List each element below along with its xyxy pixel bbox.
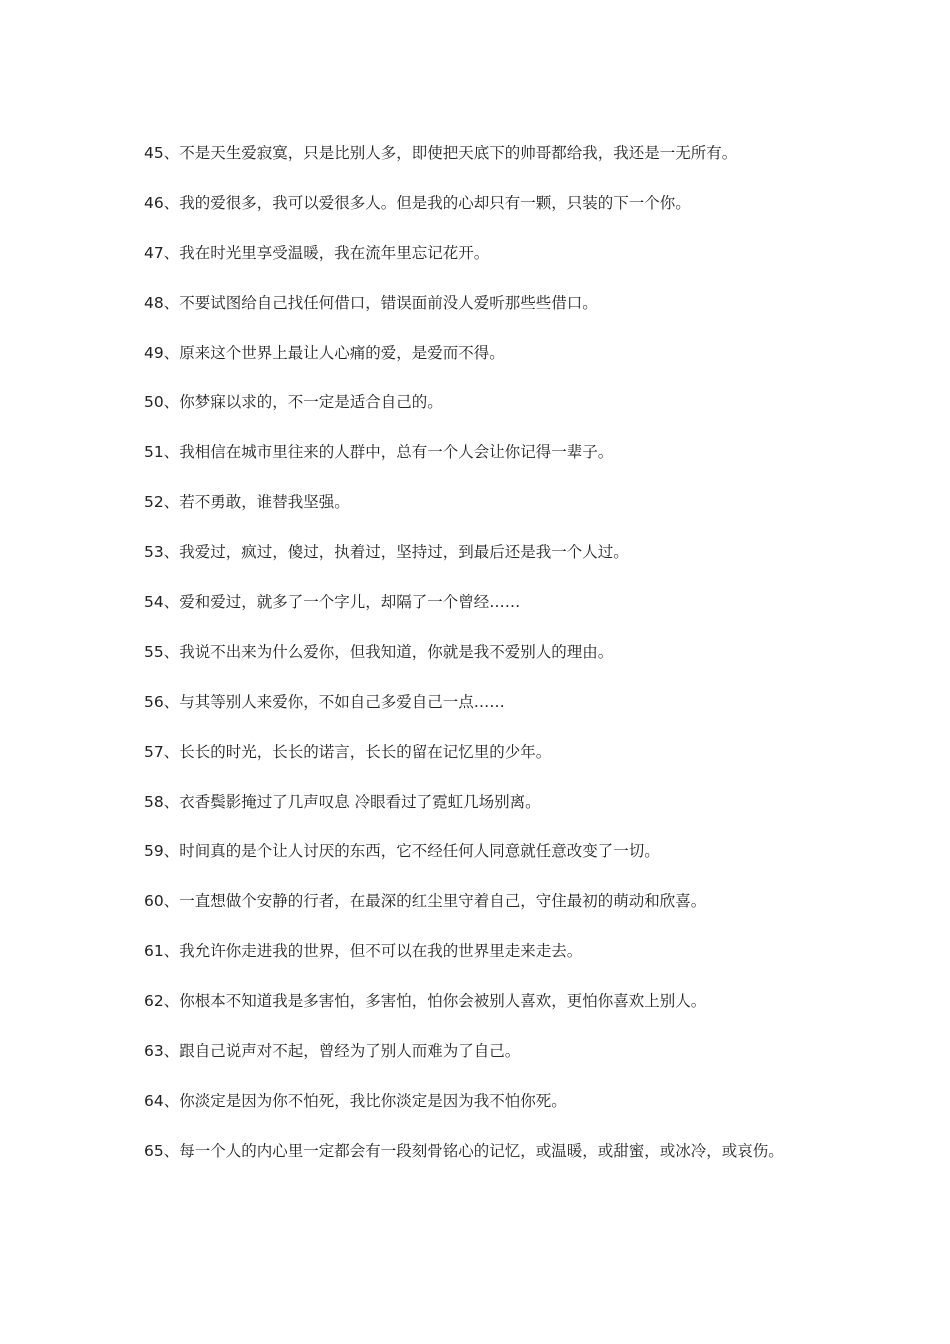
quote-item: 52、若不勇敢，谁替我坚强。 [144,493,350,512]
quote-item: 56、与其等别人来爱你，不如自己多爱自己一点…… [144,692,505,711]
quote-item: 64、你淡定是因为你不怕死，我比你淡定是因为我不怕你死。 [144,1091,567,1110]
quote-item: 49、原来这个世界上最让人心痛的爱，是爱而不得。 [144,343,505,362]
quote-item: 65、每一个人的内心里一定都会有一段刻骨铭心的记忆，或温暖，或甜蜜，或冰冷，或哀伤。 [144,1141,784,1160]
quote-item: 63、跟自己说声对不起，曾经为了别人而难为了自己。 [144,1042,521,1061]
quote-item: 59、时间真的是个让人讨厌的东西，它不经任何人同意就任意改变了一切。 [144,842,660,861]
quote-item: 53、我爱过，疯过，傻过，执着过，坚持过，到最后还是我一个人过。 [144,543,629,562]
quote-item: 48、不要试图给自己找任何借口，错误面前没人爱听那些些借口。 [144,293,598,312]
quote-item: 54、爱和爱过，就多了一个字儿，却隔了一个曾经…… [144,593,521,612]
quote-item: 50、你梦寐以求的，不一定是适合自己的。 [144,393,443,412]
quote-item: 55、我说不出来为什么爱你，但我知道，你就是我不爱别人的理由。 [144,642,614,661]
quote-item: 61、我允许你走进我的世界，但不可以在我的世界里走来走去。 [144,942,583,961]
quote-item: 51、我相信在城市里往来的人群中，总有一个人会让你记得一辈子。 [144,443,614,462]
quote-item: 47、我在时光里享受温暖，我在流年里忘记花开。 [144,243,490,262]
quote-list [144,140,808,1165]
quote-item: 45、不是天生爱寂寞，只是比别人多，即使把天底下的帅哥都给我，我还是一无所有。 [144,144,738,162]
quote-item: 57、长长的时光，长长的诺言，长长的留在记忆里的少年。 [144,742,552,761]
quote-item: 58、衣香鬓影掩过了几声叹息 冷眼看过了霓虹几场别离。 [144,792,541,811]
quote-item: 46、我的爱很多，我可以爱很多人。但是我的心却只有一颗，只装的下一个你。 [144,193,691,212]
quote-item: 62、你根本不知道我是多害怕，多害怕，怕你会被别人喜欢，更怕你喜欢上别人。 [144,992,707,1011]
quote-item: 60、一直想做个安静的行者，在最深的红尘里守着自己，守住最初的萌动和欣喜。 [144,892,707,911]
